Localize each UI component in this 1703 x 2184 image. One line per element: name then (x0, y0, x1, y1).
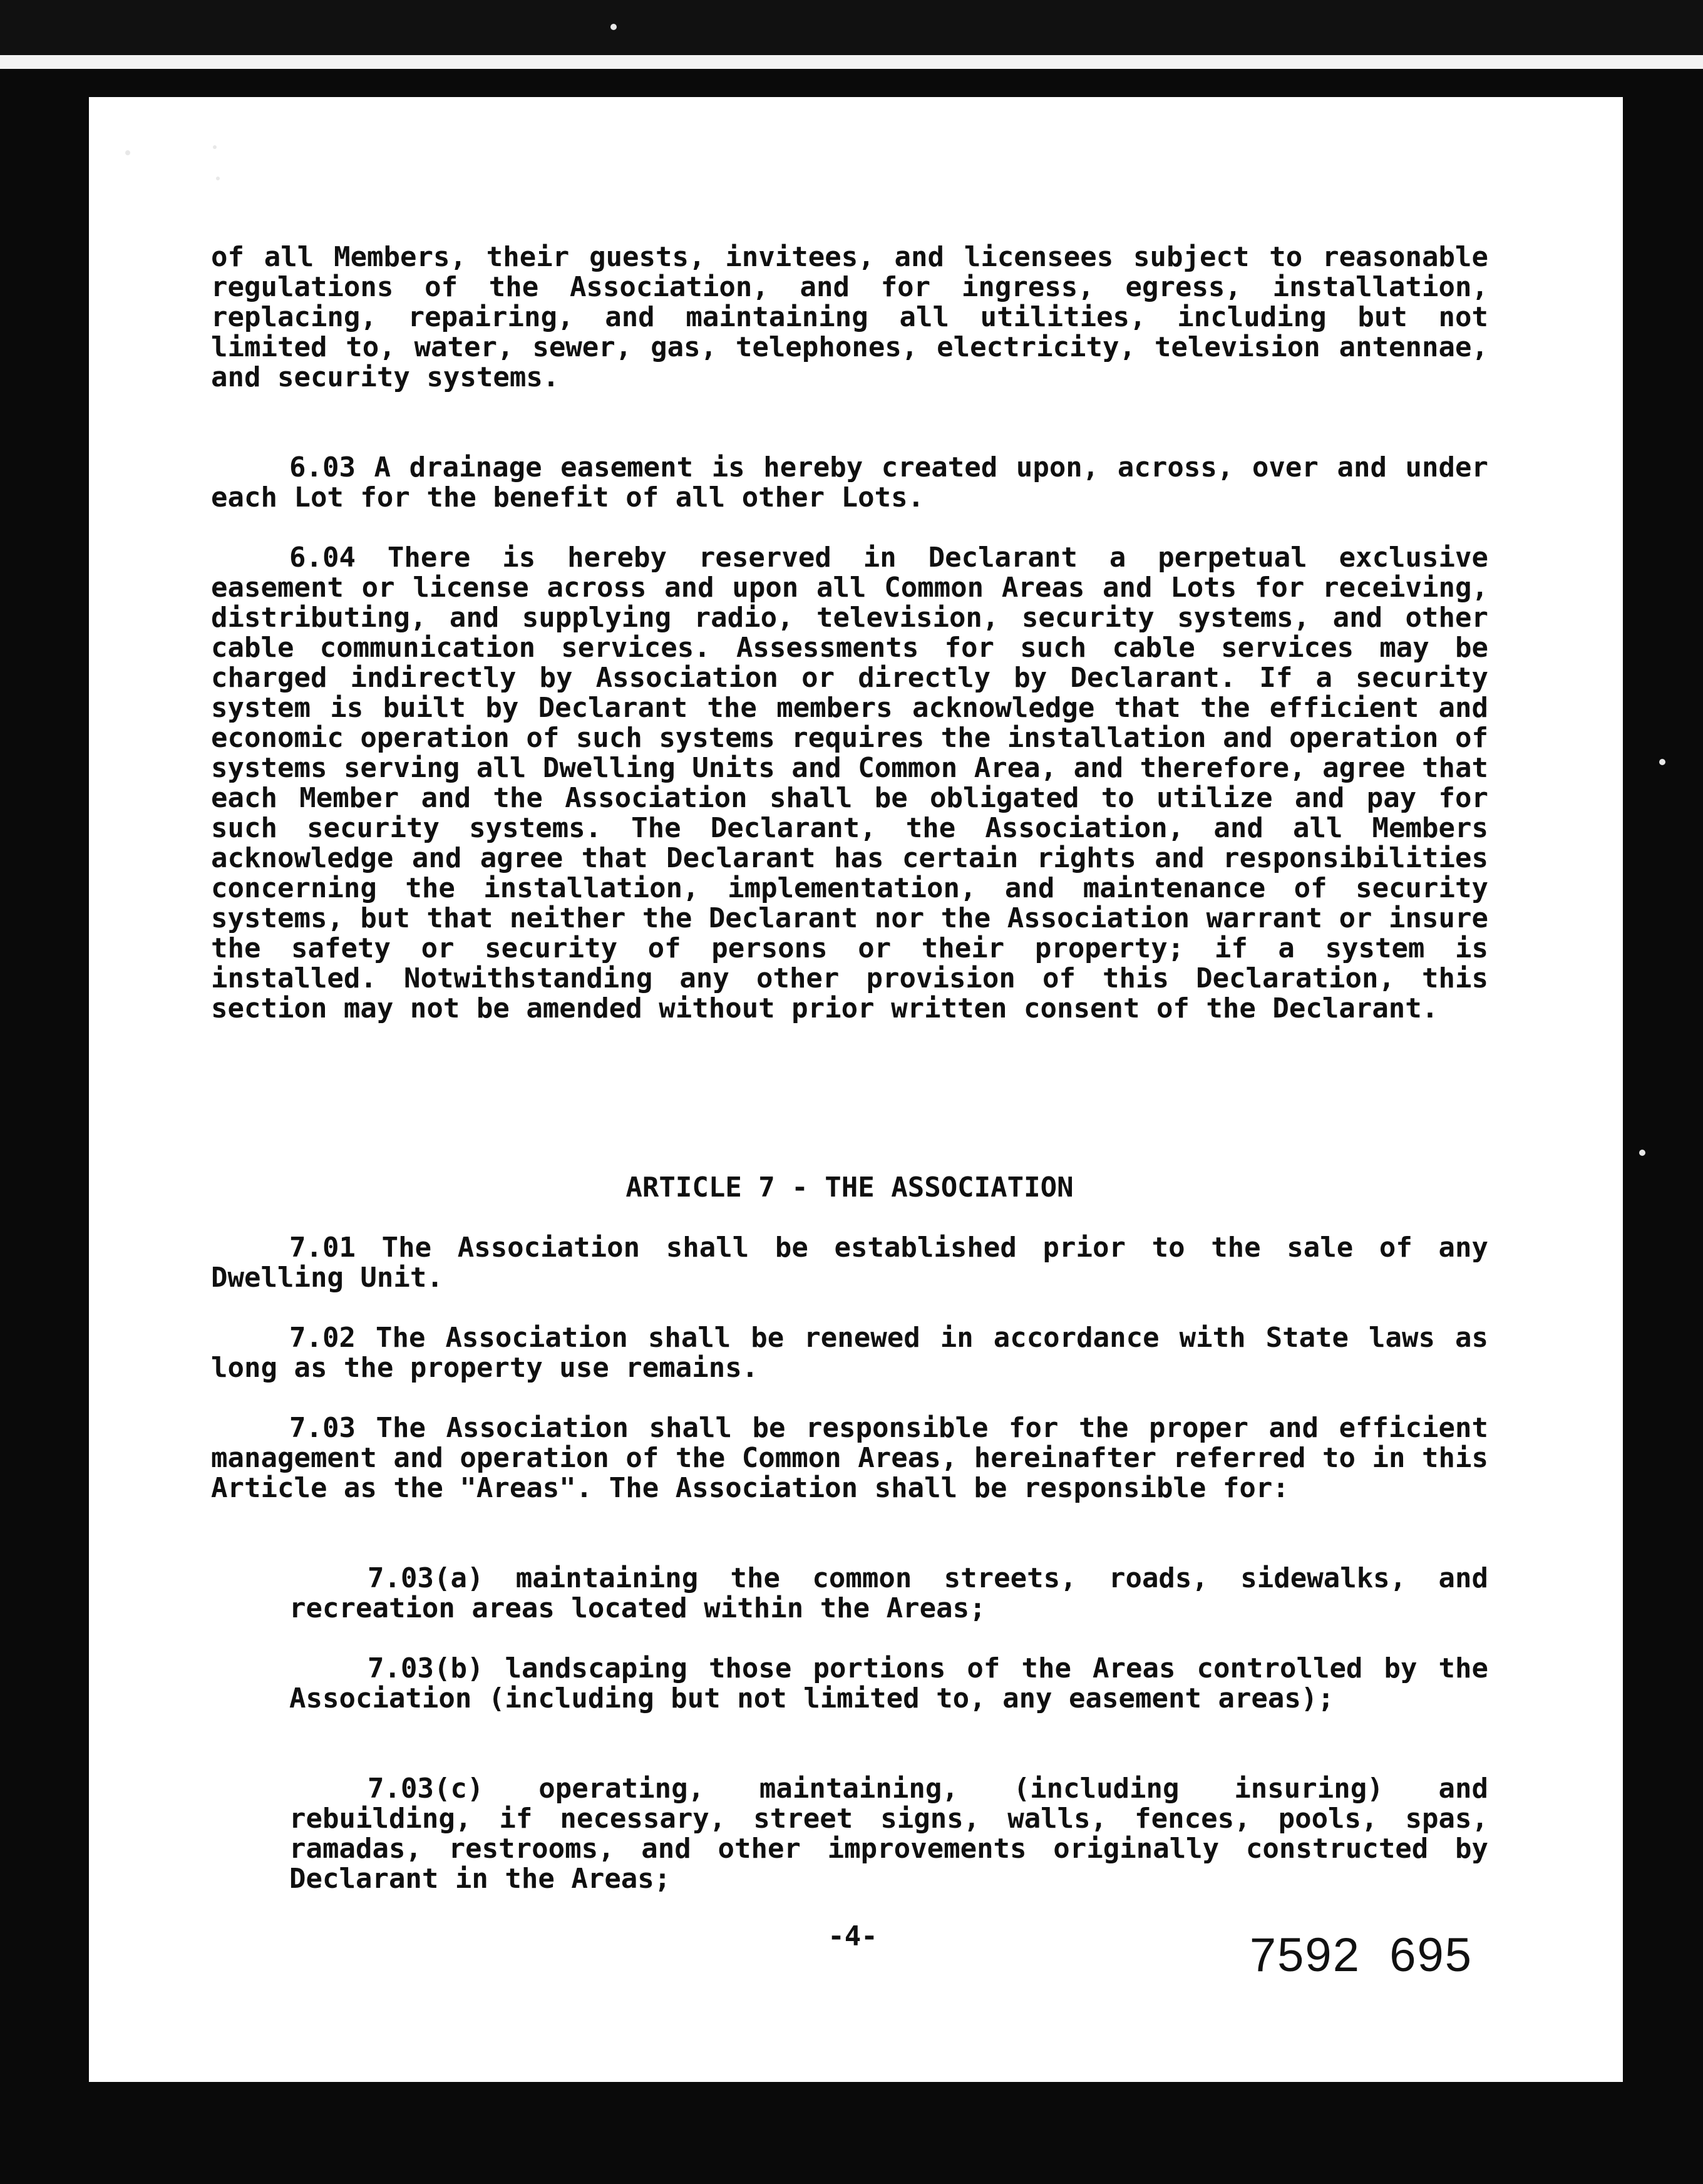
paragraph-7-03: 7.03 The Association shall be responsible for the proper and efficient management and operation of the Common Areas, hereinafter referred to in this Article as the "Areas". The Association shall be responsible for: (211, 1412, 1488, 1504)
scan-top-border (0, 0, 1703, 55)
paragraph-7-03-b: 7.03(b) landscaping those portions of the Areas controlled by the Association (including but not limited to, any easement areas); (289, 1652, 1488, 1714)
paragraph-6-04: 6.04 There is hereby reserved in Declarant a perpetual exclusive easement or license across and upon all Common Areas and Lots for receiving, distributing, and supplying radio, television, security systems, and other cable communication services. Assessments for such cable services may be charged indirectly by Association or directly by Declarant. If a security system is built by Declarant the members acknowledge that the efficient and economic operation of such systems requires the installation and operation of systems serving all Dwelling Units and Common Area, and therefore, agree that each Member and the Association shall be obligated to utilize and pay for such security systems. The Declarant, the Association, and all Members acknowledge and agree that Declarant has certain rights and responsibilities concerning the installation, implementation, and maintenance of security systems, but that neither the Declarant nor the Association warrant or insure the safety or security of persons or their property; if a system is installed. Notwithstanding any other provision of this Declaration, this section may not be amended without prior written consent of the Declarant. (211, 542, 1488, 1024)
scan-speck (125, 150, 130, 155)
paragraph-6-03: 6.03 A drainage easement is hereby created upon, across, over and under each Lot for the benefit of all other Lots. (211, 451, 1488, 513)
article-7-heading: ARTICLE 7 - THE ASSOCIATION (625, 1172, 1074, 1203)
scan-top-rule (0, 55, 1703, 69)
document-page (89, 97, 1623, 2082)
paragraph-7-03-a: 7.03(a) maintaining the common streets, roads, sidewalks, and recreation areas located within the Areas; (289, 1562, 1488, 1624)
scan-speck (216, 177, 220, 180)
paragraph-7-03-c: 7.03(c) operating, maintaining, (including insuring) and rebuilding, if necessary, street signs, walls, fences, pools, spas, ramadas, restrooms, and other improvements originally constructed by Declarant in the Areas; (289, 1773, 1488, 1895)
scan-speck (1659, 759, 1665, 765)
page-number: -4- (828, 1920, 878, 1952)
paragraph-utilities-easement: of all Members, their guests, invitees, and licensees subject to reasonable regulations of the Association, and for ingress, egress, installation, replacing, repairing, and maintaining all utilities, including but not limited to, water, sewer, gas, telephones, electricity, television antennae, and security systems. (211, 241, 1488, 393)
document-number: 7592 695 (1249, 1929, 1473, 1982)
paragraph-7-01: 7.01 The Association shall be established prior to the sale of any Dwelling Unit. (211, 1232, 1488, 1294)
paragraph-7-02: 7.02 The Association shall be renewed in accordance with State laws as long as the property use remains. (211, 1322, 1488, 1384)
scan-speck (610, 24, 617, 30)
scan-speck (1639, 1150, 1645, 1156)
scan-speck (213, 145, 217, 149)
